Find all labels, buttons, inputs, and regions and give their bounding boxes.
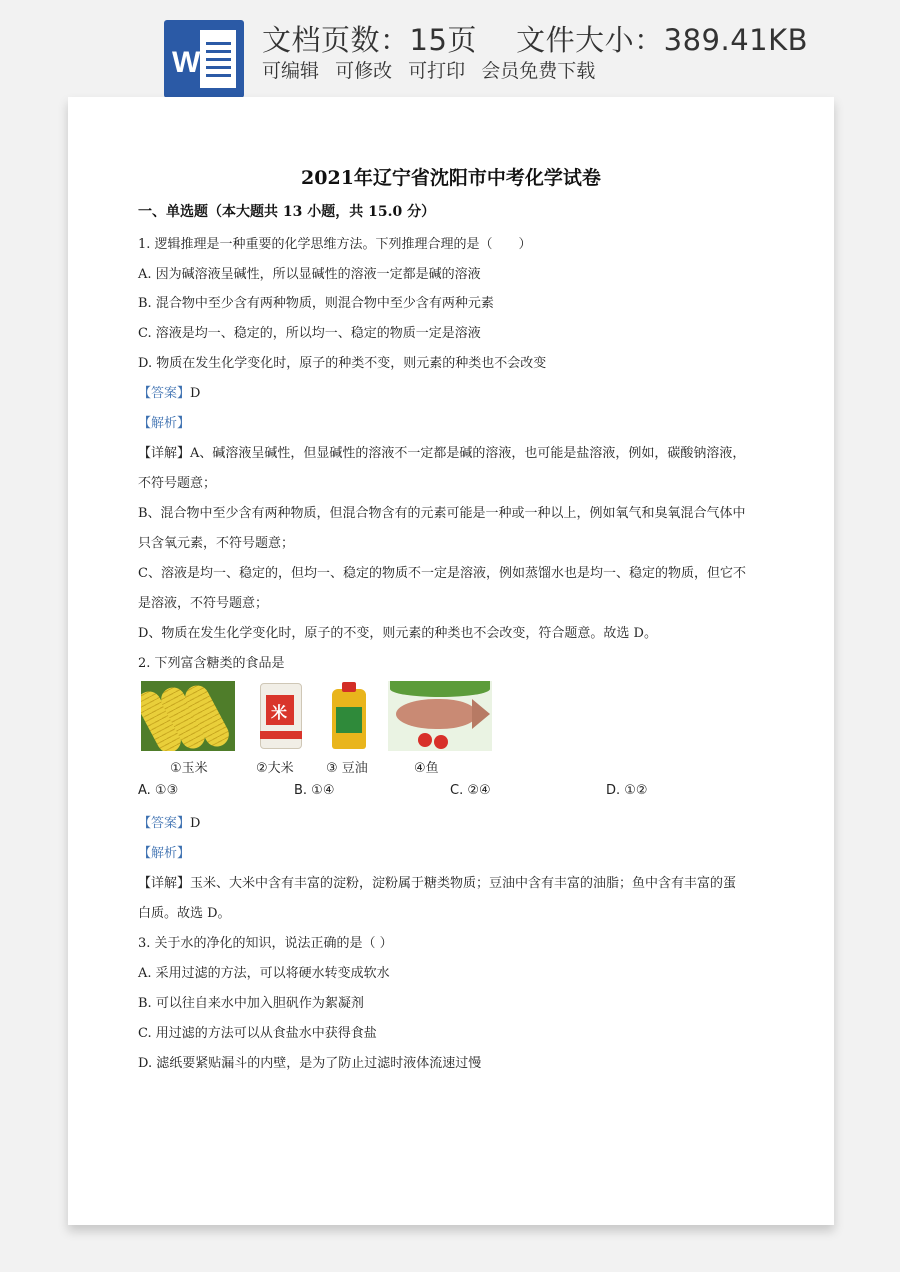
page-lines-icon <box>200 30 236 88</box>
rice-bag-label <box>266 695 294 725</box>
feature-printable: 可打印 <box>408 60 466 82</box>
rice-bag-char: 米 <box>271 703 288 722</box>
answer-value: D <box>190 816 201 831</box>
question-1-answer <box>138 382 200 401</box>
question-2-stem: 2. 下列富含糖类的食品是 <box>138 656 285 671</box>
question-3-stem: 3. 关于水的净化的知识，说法正确的是（ ） <box>138 936 393 951</box>
question-1-detail: 只含氧元素，不符号题意； <box>138 536 295 551</box>
question-1-analysis-label: 【解析】 <box>138 416 191 431</box>
page-title: 2021年辽宁省沈阳市中考化学试卷 <box>301 167 601 189</box>
caption-rice: ②大米 <box>256 761 294 776</box>
question-3-option-c: C. 用过滤的方法可以从食盐水中获得食盐 <box>138 1026 377 1041</box>
feature-list <box>262 56 605 83</box>
question-3-option-a: A. 采用过滤的方法，可以将硬水转变成软水 <box>138 966 390 981</box>
corn-image <box>141 681 235 751</box>
caption-corn: ①玉米 <box>170 761 208 776</box>
soybean-oil-image <box>328 681 370 751</box>
question-2-detail: 【详解】玉米、大米中含有丰富的淀粉，淀粉属于糖类物质；豆油中含有丰富的油脂；鱼中含有丰富的蛋 <box>138 876 737 891</box>
feature-editable: 可编辑 <box>262 60 320 82</box>
question-1-option-a: A. 因为碱溶液呈碱性，所以显碱性的溶液一定都是碱的溶液 <box>138 267 481 282</box>
question-1-detail: 是溶液，不符号题意； <box>138 596 269 611</box>
answer-value: D <box>190 386 201 401</box>
question-1-option-b: B. 混合物中至少含有两种物质，则混合物中至少含有两种元素 <box>138 296 494 311</box>
question-2-analysis-label: 【解析】 <box>138 846 191 861</box>
question-1-detail: D、物质在发生化学变化时，原子的不变，则元素的种类也不会改变，符合题意。故选 D。 <box>138 626 657 641</box>
question-2-option-d: D. ①② <box>606 783 648 798</box>
word-document-icon <box>164 20 244 98</box>
caption-fish: ④鱼 <box>414 761 439 776</box>
question-2-option-a: A. ①③ <box>138 783 179 798</box>
feature-modifiable: 可修改 <box>335 60 393 82</box>
download-banner <box>0 0 900 96</box>
question-1-detail: B、混合物中至少含有两种物质，但混合物含有的元素可能是一种或一种以上，例如氧气和臭氧混合气体中 <box>138 506 746 521</box>
section-heading: 一、单选题（本大题共 13 小题，共 15.0 分） <box>138 204 436 220</box>
question-2-option-b: B. ①④ <box>294 783 335 798</box>
fish-image <box>388 681 492 751</box>
answer-label: 【答案】 <box>138 816 191 831</box>
question-3-option-d: D. 滤纸要紧贴漏斗的内壁，是为了防止过滤时液体流速过慢 <box>138 1056 482 1071</box>
question-1-detail: 不符号题意； <box>138 476 217 491</box>
question-3-option-b: B. 可以往自来水中加入胆矾作为絮凝剂 <box>138 996 364 1011</box>
question-2-option-c: C. ②④ <box>450 783 491 798</box>
question-2-answer <box>138 812 200 831</box>
caption-oil: ③ 豆油 <box>326 761 368 776</box>
question-1-stem: 1. 逻辑推理是一种重要的化学思维方法。下列推理合理的是（ ） <box>138 237 532 252</box>
question-1-detail: C、溶液是均一、稳定的，但均一、稳定的物质不一定是溶液，例如蒸馏水也是均一、稳定的物质，但它不 <box>138 566 746 581</box>
file-info-title: 文档页数：15页 文件大小：389.41KB <box>262 23 809 57</box>
rice-image <box>256 681 306 751</box>
word-letter: W <box>172 46 201 79</box>
question-1-option-d: D. 物质在发生化学变化时，原子的种类不变，则元素的种类也不会改变 <box>138 356 547 371</box>
question-2-detail: 白质。故选 D。 <box>138 906 231 921</box>
question-1-option-c: C. 溶液是均一、稳定的，所以均一、稳定的物质一定是溶液 <box>138 326 481 341</box>
answer-label: 【答案】 <box>138 386 191 401</box>
question-1-detail: 【详解】A、碱溶液呈碱性，但显碱性的溶液不一定都是碱的溶液，也可能是盐溶液，例如，碳酸钠溶液， <box>138 446 746 461</box>
feature-free-download: 会员免费下载 <box>481 60 596 82</box>
document-page <box>68 97 834 1225</box>
